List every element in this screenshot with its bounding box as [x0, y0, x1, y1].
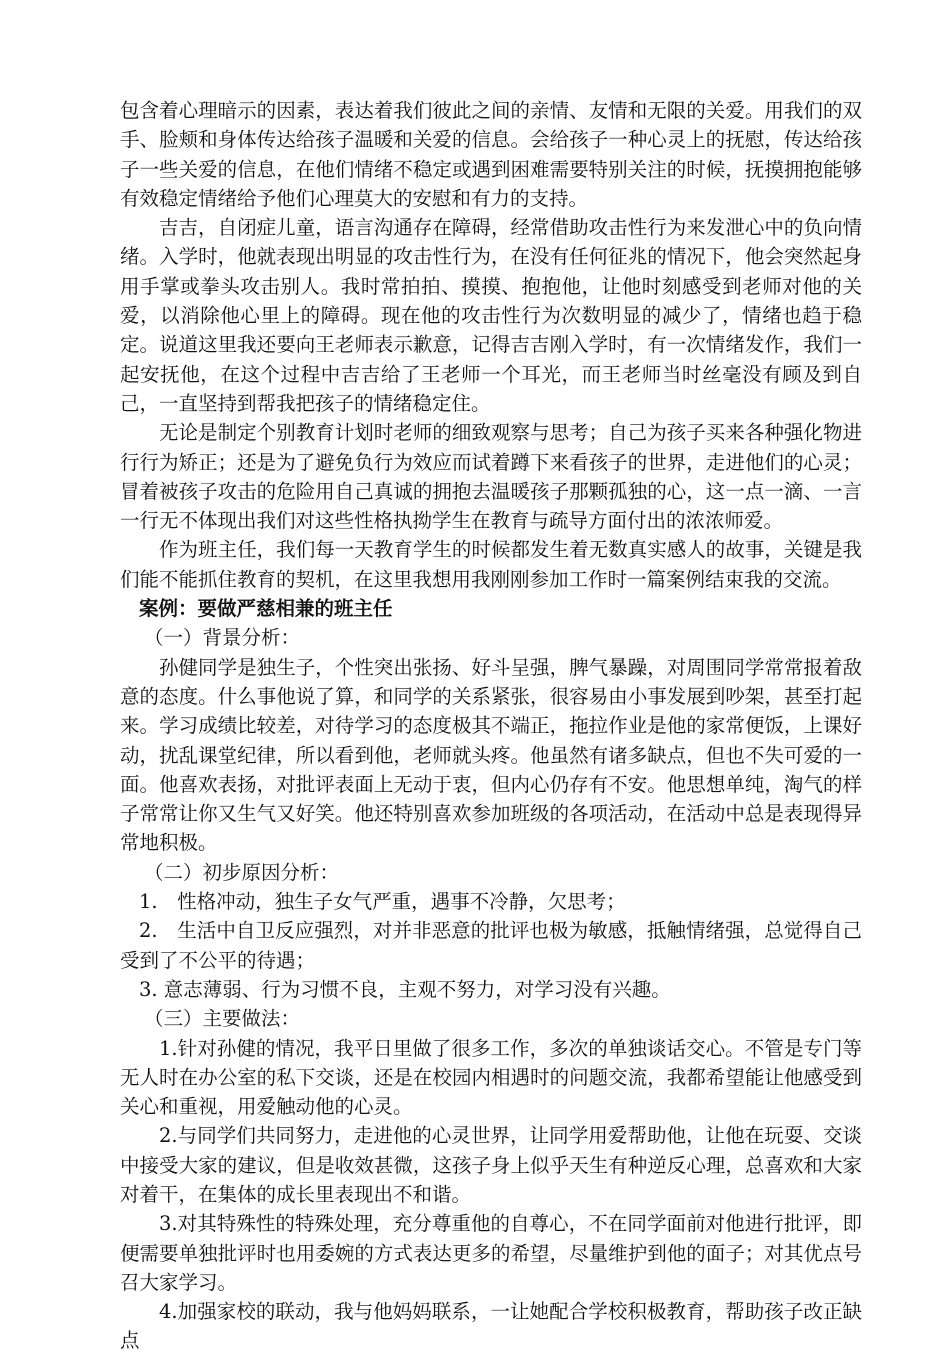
reason-item-2: 2. 生活中自卫反应强烈，对并非恶意的批评也极为敏感，抵触情绪强，总觉得自己受到了不公平的待遇；: [120, 919, 862, 972]
reason-item-3: 3. 意志薄弱、行为习惯不良，主观不努力，对学习没有兴趣。: [139, 977, 671, 1001]
paragraph-teacher-love: 无论是制定个别教育计划时老师的细致观察与思考；自己为孩子买来各种强化物进行行为矫正；还是为了避免负行为效应而试着蹲下来看孩子的世界，走进他们的心灵；冒着被孩子攻击的危险用自己真诚的拥抱去温暖孩子那颗孤独的心，这一点一滴、一言一行无不体现出我们对这些性格执拗学生在教育与疏导方面付出的浓浓师爱。: [120, 421, 862, 533]
section-background-text: 孙健同学是独生子，个性突出张扬、好斗呈强，脾气暴躁，对周围同学常常报着敌意的态度。什么事他说了算，和同学的关系紧张，很容易由小事发展到吵架，甚至打起来。学习成绩比较差，对待学习的态度极其不端正，拖拉作业是他的家常便饭，上课好动，扰乱课堂纪律，所以看到他，老师就头疼。他虽然有诸多缺点，但也不失可爱的一面。他喜欢表扬，对批评表面上无动于衷，但内心仍存有不安。他思想单纯，淘气的样子常常让你又生气又好笑。他还特别喜欢参加班级的各项活动，在活动中总是表现得异常地积极。: [120, 655, 862, 855]
method-item-2: 2.与同学们共同努力，走进他的心灵世界，让同学用爱帮助他，让他在玩耍、交谈中接受大家的建议，但是收效甚微，这孩子身上似乎天生有种逆反心理，总喜欢和大家对着干，在集体的成长里表现出不和谐。: [120, 1124, 862, 1206]
method-item-3: 3.对其特殊性的特殊处理，充分尊重他的自尊心，不在同学面前对他进行批评，即便需要单独批评时也用委婉的方式表达更多的希望，尽量维护到他的面子；对其优点号召大家学习。: [120, 1212, 862, 1294]
section-methods-heading: （三）主要做法：: [144, 1007, 301, 1031]
paragraph-jiji-case: 吉吉，自闭症儿童，语言沟通存在障碍，经常借助攻击性行为来发泄心中的负向情绪。入学时，他就表现出明显的攻击性行为，在没有任何征兆的情况下，他会突然起身用手掌或拳头攻击别人。我时常拍拍、摸摸、抱抱他，让他时刻感受到老师对他的关爱，以消除他心里上的障碍。现在他的攻击性行为次数明显的减少了，情绪也趋于稳定。说道这里我还要向王老师表示歉意，记得吉吉刚入学时，有一次情绪发作，我们一起安抚他，在这个过程中吉吉给了王老师一个耳光，而王老师当时丝毫没有顾及到自己，一直坚持到帮我把孩子的情绪稳定住。: [120, 216, 862, 415]
section-background-heading: （一）背景分析：: [144, 626, 301, 650]
method-item-4: 4.加强家校的联动，我与他妈妈联系，一让她配合学校积极教育，帮助孩子改正缺点: [120, 1300, 862, 1353]
case-title: 案例：要做严慈相兼的班主任: [139, 597, 393, 621]
section-reasons-heading: （二）初步原因分析：: [144, 860, 340, 884]
method-item-1: 1.针对孙健的情况，我平日里做了很多工作，多次的单独谈话交心。不管是专门等无人时在办公室的私下交谈，还是在校园内相遇时的问题交流，我都希望能让他感受到关心和重视，用爱触动他的心灵。: [120, 1036, 862, 1119]
paragraph-head-teacher: 作为班主任，我们每一天教育学生的时候都发生着无数真实感人的故事，关键是我们能不能抓住教育的契机，在这里我想用我刚刚参加工作时一篇案例结束我的交流。: [120, 538, 862, 591]
document-page: [120, 96, 862, 1356]
reason-item-1: 1. 性格冲动，独生子女气严重，遇事不冷静，欠思考；: [139, 890, 626, 914]
paragraph-hug-comfort: 包含着心理暗示的因素，表达着我们彼此之间的亲情、友情和无限的关爱。用我们的双手、脸颊和身体传达给孩子温暖和关爱的信息。会给孩子一种心灵上的抚慰，传达给孩子一些关爱的信息，在他们情绪不稳定或遇到困难需要特别关注的时候，抚摸拥抱能够有效稳定情绪给予他们心理莫大的安慰和有力的支持。: [120, 99, 862, 210]
